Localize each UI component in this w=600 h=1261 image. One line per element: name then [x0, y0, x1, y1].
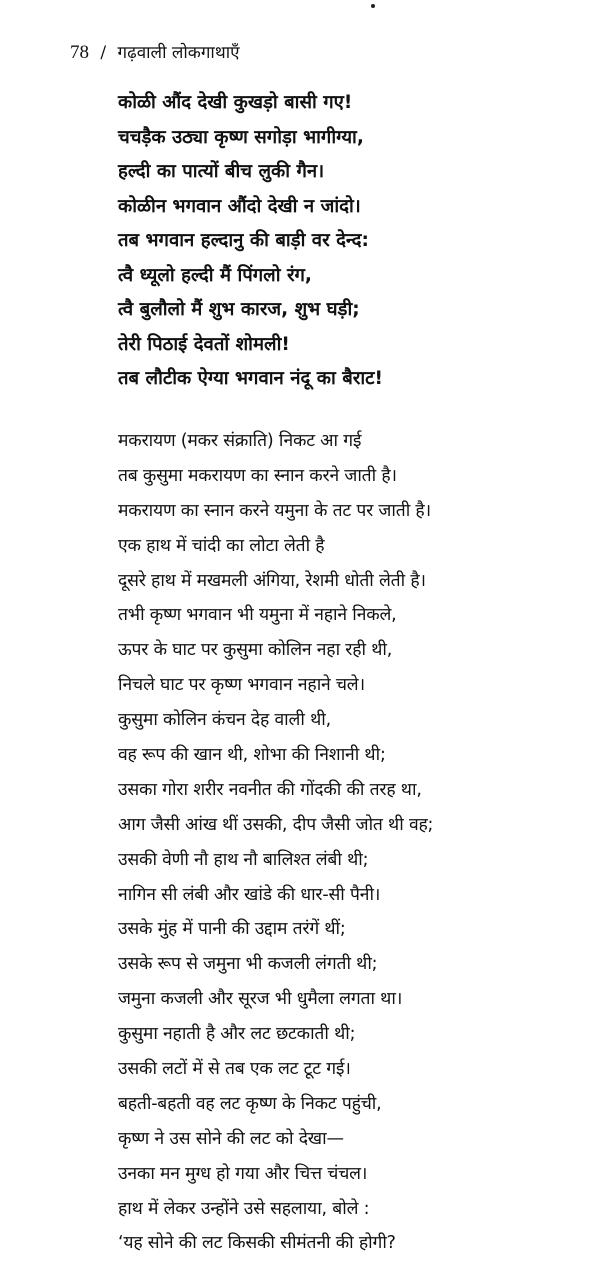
- book-title: गढ़वाली लोकगाथाएँ: [117, 43, 240, 63]
- translation-line: उसके मुंह में पानी की उद्दाम तरंगें थीं;: [118, 919, 346, 940]
- verse-line: हल्दी का पात्यों बीच लुकी गैन।: [118, 161, 325, 182]
- translation-line: उसका गोरा शरीर नवनीत की गोंदकी की तरह था,: [118, 779, 422, 800]
- translation-line: जमुना कजली और सूरज भी धुमैला लगता था।: [118, 989, 403, 1010]
- translation-line: ‘यह सोने की लट किसकी सीमंतनी की होगी?: [118, 1233, 396, 1254]
- translation-line: ऊपर के घाट पर कुसुमा कोलिन नहा रही थी,: [118, 640, 393, 661]
- verse-line: त्वै बुलौलो मैं शुभ कारज, शुभ घड़ी;: [118, 299, 360, 320]
- translation-line: दूसरे हाथ में मखमली अंगिया, रेशमी धोती लेती है।: [118, 570, 426, 591]
- translation-line: तब कुसुमा मकरायण का स्नान करने जाती है।: [118, 465, 397, 486]
- translation-line: मकरायण का स्नान करने यमुना के तट पर जाती है।: [118, 500, 431, 521]
- translation-line: उसकी लटों में से तब एक लट टूट गई।: [118, 1059, 351, 1080]
- translation-line: मकरायण (मकर संक्राति) निकट आ गई: [118, 431, 362, 451]
- translation-line: वह रूप की खान थी, शोभा की निशानी थी;: [118, 745, 386, 766]
- translation-line: बहती-बहती वह लट कृष्ण के निकट पहुंची,: [118, 1093, 382, 1114]
- translation-line: हाथ में लेकर उन्होंने उसे सहलाया, बोले :: [118, 1198, 370, 1219]
- header-separator: /: [100, 43, 107, 63]
- verse-line: कोळी औंद देखी कुखड़ो बासी गए!: [118, 92, 353, 113]
- verse-line: तब लौटीक ऐग्या भगवान नंदू का बैराट!: [118, 368, 383, 389]
- translation-line: उनका मन मुग्ध हो गया और चित्त चंचल।: [118, 1163, 368, 1184]
- verse-line: तब भगवान हल्दानु की बाड़ी वर देन्द:: [118, 230, 369, 251]
- translation-line: कृष्ण ने उस सोने की लट को देखा—: [118, 1128, 344, 1149]
- print-speck: [371, 4, 375, 8]
- translation-line: एक हाथ में चांदी का लोटा लेती है: [118, 535, 325, 556]
- translation-line: तभी कृष्ण भगवान भी यमुना में नहाने निकले,: [118, 605, 397, 626]
- translation-line: कुसुमा नहाती है और लट छटकाती थी;: [118, 1024, 356, 1045]
- page-number: 78: [70, 42, 89, 63]
- translation-line: कुसुमा कोलिन कंचन देह वाली थी,: [118, 710, 331, 731]
- translation-line: उसके रूप से जमुना भी कजली लंगती थी;: [118, 954, 378, 975]
- translation-line: नागिन सी लंबी और खांडे की धार-सी पैनी।: [118, 884, 381, 905]
- verse-line: चचड़ैक उठ्या कृष्ण सगोड़ा भागीग्या,: [118, 126, 364, 148]
- translation-line: आग जैसी आंख थीं उसकी, दीप जैसी जोत थी वह;: [118, 814, 434, 835]
- running-head: [70, 42, 240, 64]
- verse-line: त्वै ध्यूलो हल्दी मैं पिंगलो रंग,: [118, 264, 312, 286]
- hindi-translation: [118, 424, 594, 1261]
- translation-line: निचले घाट पर कृष्ण भगवान नहाने चले।: [118, 675, 365, 696]
- garhwali-verse: [118, 86, 588, 397]
- verse-line: तेरी पिठाई देवतों शोमली!: [118, 333, 290, 355]
- translation-line: उसकी वेणी नौ हाथ नौ बालिश्त लंबी थी;: [118, 849, 369, 870]
- verse-line: कोळीन भगवान औंदो देखी न जांदो।: [118, 195, 361, 217]
